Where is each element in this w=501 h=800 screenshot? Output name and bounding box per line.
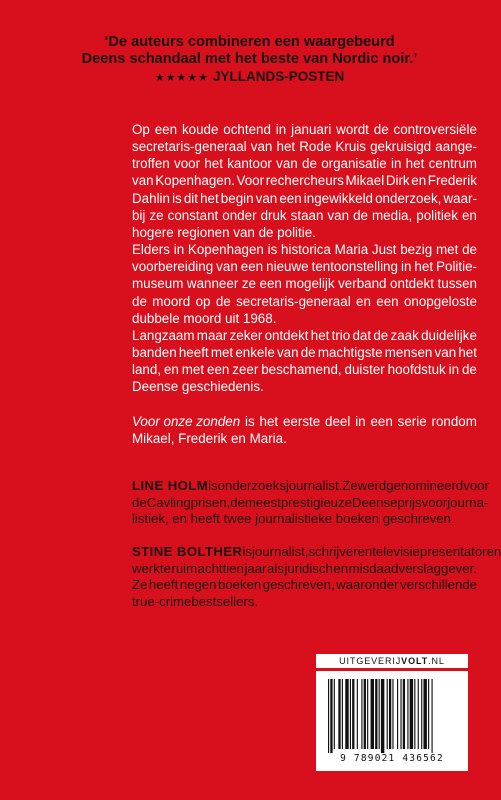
barcode-icon — [316, 671, 468, 753]
text-line: secretaris-generaal van het Rode Kruis gekruisigd aange- — [132, 139, 477, 155]
isbn-number: 9 789021 436562 — [340, 753, 444, 764]
author-bio-stine-bolther: STINE BOLTHER is journalist, schrijver en televisiepresentator en werkte ruim achttien jaar als juridisch en misdaadverslaggever. Ze heeft negen boeken geschreven, waaronder verschillende true-crimebestsellers. — [132, 544, 501, 609]
quote-line-1: ‘De auteurs combineren een waargebeurd — [104, 34, 395, 50]
blurb-paragraph-2 — [132, 241, 477, 327]
quote-rating — [0, 69, 499, 84]
isbn-barcode — [316, 671, 468, 771]
text-line: voorbereiding van een nieuwe tentoonstelling in het Politie- — [132, 259, 477, 275]
star-rating-icon: ★★★★★ — [154, 72, 210, 84]
text-line: land, en met een zeer beschamend, duister hoofdstuk in de — [132, 362, 477, 378]
quote-line-2: Deens schandaal met het beste van Nordic noir.’ — [81, 51, 418, 67]
text-line: dubbele moord uit 1968. — [132, 310, 277, 326]
publisher-logo: UITGEVERIJVOLT.NL — [316, 654, 468, 668]
text-line: Op een koude ochtend in januari wordt de controversiële — [132, 122, 477, 137]
text-line: troffen voor het kantoor van de organisatie in het centrum — [132, 156, 477, 172]
author-bio-line-holm: LINE HOLM is onderzoeksjournalist. Ze werd genomineerd voor de Cavlingprisen, de meest prestigieuze Deense prijs voor journa- listiek, en heeft twee journalistieke boeken geschreven. — [132, 478, 489, 527]
author-name: STINE BOLTHER — [132, 544, 243, 559]
text-line: Elders in Kopenhagen is historica Maria Just bezig met de — [132, 242, 477, 258]
text-line: Langzaam maar zeker ontdekt het trio dat de zaak duidelijke — [132, 327, 477, 343]
text-line: Deense geschiedenis. — [132, 379, 264, 395]
text-line: bij ze constant onder druk staan van de media, politiek en — [132, 207, 477, 223]
text-line: museum wanneer ze een mogelijk verband ontdekt tussen — [132, 276, 477, 292]
text-line: de moord op de secretaris-generaal en een onopgeloste — [132, 293, 477, 309]
text-line: van Kopenhagen. Voor rechercheurs Mikael Dirk en Frederik — [132, 173, 477, 189]
quote-source: JYLLANDS-POSTEN — [213, 69, 345, 84]
book-blurb — [132, 121, 477, 447]
text-line: banden heeft met enkele van de machtigste mensen van het — [132, 345, 477, 361]
blurb-paragraph-3 — [132, 327, 477, 396]
text-line: hogere regionen van de politie. — [132, 224, 316, 240]
text-line: Dahlin is dit het begin van een ingewikkeld onderzoek, waar- — [132, 190, 477, 206]
blurb-paragraph-4: Voor onze zonden is het eerste deel in een serie rondom Mikael, Frederik en Maria. — [132, 413, 477, 446]
blurb-paragraph-1 — [132, 121, 477, 241]
author-name: LINE HOLM — [132, 478, 209, 493]
series-title: Voor onze zonden — [132, 413, 241, 429]
